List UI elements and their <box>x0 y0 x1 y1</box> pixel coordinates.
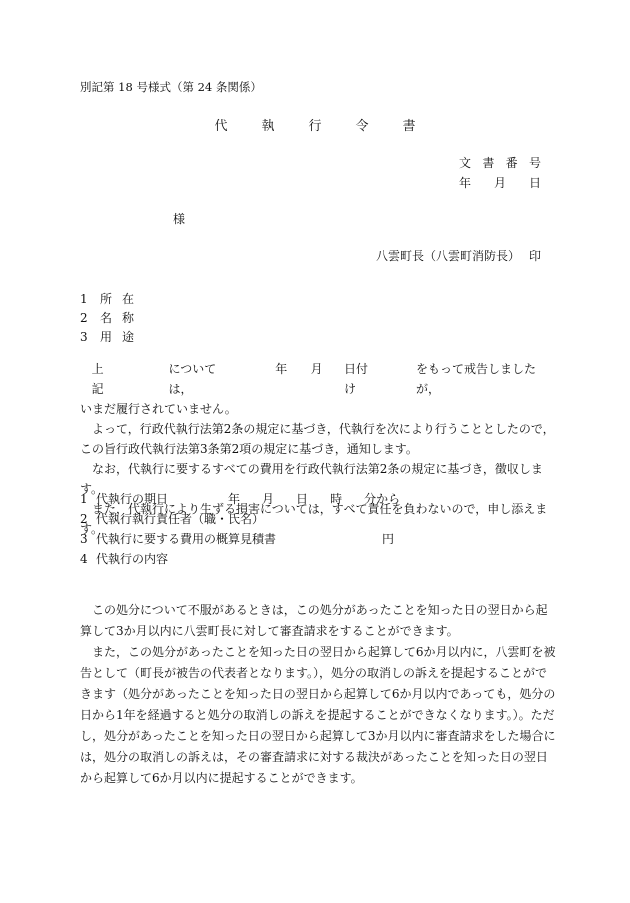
issuer-name: 八雲町長（八雲町消防長） <box>376 249 521 263</box>
list-item <box>80 529 400 549</box>
list-item <box>80 509 400 529</box>
item-label-char: 用 <box>100 329 113 344</box>
item-number: 2 <box>80 310 88 325</box>
time-hour: 時 <box>330 492 343 506</box>
item-label: 代執行に要する費用の概算見積書 <box>96 532 277 546</box>
item-number: 3 <box>80 329 88 344</box>
text-fragment: 上記 <box>91 362 104 396</box>
appeal-paragraph: また，この処分があったことを知った日の翌日から起算して6か月以内に，八雲町を被告として（町長が被告の代表者となります。），処分の取消しの訴えを提起することができます（処分があったことを知った日の翌日から起算して6か月以内であっても，処分の日から1年を経過すると処分の取消しの訴えを提起することができなくなります。）。ただし，処分があったことを知った日の翌日から起算して3か月以内に審査請求をした場合には，処分の取消しの訴えは，その審査請求に対する裁決があったことを知った日の翌日から起算して6か月以内に提起することができます。 <box>80 645 556 785</box>
notice-line-1 <box>80 359 556 399</box>
text-fragment: については， <box>168 362 217 396</box>
list-item <box>80 327 134 346</box>
item-label-char: 途 <box>122 329 135 344</box>
notice-paragraph: なお，代執行に要するすべての費用を行政代執行法第2条の規定に基づき，徴収します。 <box>80 462 543 496</box>
docnum-char: 号 <box>528 156 541 170</box>
text-fragment: 日付け <box>344 362 369 396</box>
seal-mark: 印 <box>529 249 542 263</box>
item-number: 3 <box>80 532 88 546</box>
list-item <box>80 289 134 308</box>
notice-paragraph: いまだ履行されていません。 <box>80 402 237 416</box>
date-month: 月 <box>493 176 506 190</box>
item-label-char: 名 <box>100 310 113 325</box>
item-label-char: 在 <box>122 291 135 306</box>
docnum-char: 番 <box>505 156 518 170</box>
date-day: 日 <box>296 492 309 506</box>
date-year: 年 <box>459 176 472 190</box>
issue-date <box>459 177 541 189</box>
document-title <box>0 120 630 133</box>
title-char: 令 <box>355 119 369 134</box>
item-label: 代執行の期日 <box>96 492 169 506</box>
item-number: 1 <box>80 291 88 306</box>
time-minute: 分から <box>364 492 401 506</box>
item-label: 代執行執行責任者（職・氏名） <box>96 512 265 526</box>
addressee-honorific: 様 <box>173 212 186 226</box>
date-year: 年 <box>228 492 241 506</box>
docnum-char: 書 <box>482 156 495 170</box>
text-fragment: 月 <box>310 362 323 376</box>
title-char: 行 <box>308 119 322 134</box>
appeal-paragraph: この処分について不服があるときは，この処分があったことを知った日の翌日から起算して3か月以内に八雲町長に対して審査請求をすることができます。 <box>80 603 548 638</box>
item-label-char: 所 <box>100 291 113 306</box>
date-month: 月 <box>262 492 275 506</box>
notice-paragraph: また，代執行により生ずる損害については，すべて責任を負わないので，申し添えます。 <box>80 502 548 536</box>
appeal-notice <box>80 600 556 789</box>
list-item <box>80 489 400 509</box>
execution-schedule <box>80 489 400 569</box>
item-label: 代執行の内容 <box>96 552 169 566</box>
title-char: 代 <box>214 119 228 134</box>
title-char: 書 <box>402 119 416 134</box>
title-char: 執 <box>261 119 275 134</box>
docnum-char: 文 <box>459 156 472 170</box>
item-number: 1 <box>80 492 88 506</box>
currency-unit: 円 <box>382 532 395 546</box>
date-day: 日 <box>528 176 541 190</box>
text-fragment: をもって戒告しましたが， <box>415 362 536 396</box>
text-fragment: 年 <box>275 362 288 376</box>
list-item <box>80 549 400 569</box>
item-label-char: 称 <box>122 310 135 325</box>
form-reference: 別記第 18 号様式（第 24 条関係） <box>80 80 262 94</box>
list-item <box>80 308 134 327</box>
property-items <box>80 289 134 346</box>
document-number-label <box>459 157 541 169</box>
item-number: 4 <box>80 552 88 566</box>
item-number: 2 <box>80 512 88 526</box>
notice-paragraph: よって，行政代執行法第2条の規定に基づき，代執行を次により行うこととしたので，この旨行政代執行法第3条第2項の規定に基づき，通知します。 <box>80 422 555 456</box>
